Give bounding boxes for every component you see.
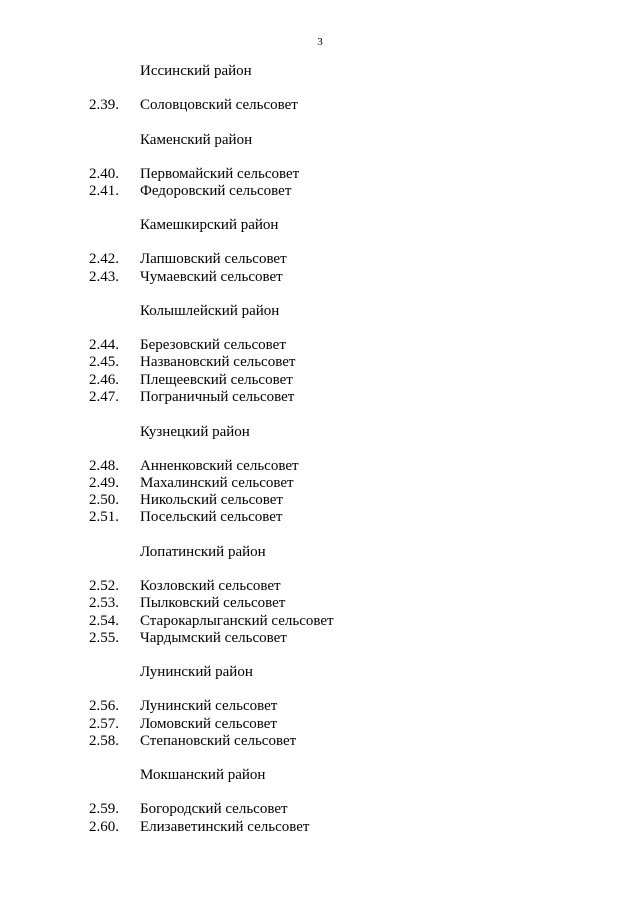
list-item xyxy=(0,96,640,114)
list-item xyxy=(0,491,640,509)
item-number: 2.55. xyxy=(89,629,119,646)
item-name: Ломовский сельсовет xyxy=(140,715,277,732)
item-name: Первомайский сельсовет xyxy=(140,165,300,182)
list-item xyxy=(0,629,640,647)
list-item xyxy=(0,612,640,630)
district-heading: Иссинский район xyxy=(140,63,252,79)
district-heading: Кузнецкий район xyxy=(140,423,250,440)
page-number: 3 xyxy=(317,36,323,48)
list-item xyxy=(0,474,640,492)
item-name: Соловцовский сельсовет xyxy=(140,97,298,113)
item-number: 2.48. xyxy=(89,457,119,474)
list-item xyxy=(0,165,640,183)
item-name: Федоровский сельсовет xyxy=(140,182,292,199)
item-number: 2.60. xyxy=(89,818,119,835)
district-heading: Камешкирский район xyxy=(140,217,279,234)
district-heading: Мокшанский район xyxy=(140,767,266,784)
item-name: Степановский сельсовет xyxy=(140,732,297,749)
item-name: Анненковский сельсовет xyxy=(140,457,299,474)
list-item xyxy=(0,336,640,354)
list-item xyxy=(0,577,640,595)
list-item xyxy=(0,818,640,836)
district-heading: Лунинский район xyxy=(140,664,253,681)
item-number: 2.40. xyxy=(89,165,119,182)
item-number: 2.42. xyxy=(89,251,119,268)
list-item xyxy=(0,457,640,475)
item-name: Пылковский сельсовет xyxy=(140,595,286,612)
item-number: 2.39. xyxy=(89,97,119,113)
list-item xyxy=(0,715,640,733)
item-name: Никольский сельсовет xyxy=(140,492,283,509)
item-name: Березовский сельсовет xyxy=(140,337,286,354)
list-item xyxy=(0,353,640,371)
district-heading: Лопатинский район xyxy=(140,543,266,560)
item-name: Пограничный сельсовет xyxy=(140,389,295,405)
item-number: 2.56. xyxy=(89,698,119,715)
item-number: 2.41. xyxy=(89,182,119,199)
item-number: 2.58. xyxy=(89,732,119,749)
item-name: Лапшовский сельсовет xyxy=(140,251,287,268)
list-item xyxy=(0,732,640,750)
item-number: 2.45. xyxy=(89,354,119,371)
list-item xyxy=(0,268,640,286)
item-number: 2.50. xyxy=(89,492,119,509)
list-item xyxy=(0,697,640,715)
item-name: Лунинский сельсовет xyxy=(140,698,278,715)
item-number: 2.59. xyxy=(89,801,119,818)
item-name: Богородский сельсовет xyxy=(140,801,288,818)
list-item xyxy=(0,182,640,200)
item-number: 2.54. xyxy=(89,612,119,629)
item-number: 2.43. xyxy=(89,268,119,285)
district-heading: Колышлейский район xyxy=(140,303,280,320)
item-number: 2.53. xyxy=(89,595,119,612)
item-number: 2.47. xyxy=(89,389,119,405)
item-number: 2.49. xyxy=(89,474,119,491)
district-heading: Каменский район xyxy=(140,131,253,148)
list-item xyxy=(0,250,640,268)
list-item xyxy=(0,371,640,389)
item-name: Плещеевский сельсовет xyxy=(140,371,293,388)
item-name: Чумаевский сельсовет xyxy=(140,268,283,285)
item-number: 2.52. xyxy=(89,577,119,594)
item-name: Чардымский сельсовет xyxy=(140,629,287,646)
item-number: 2.44. xyxy=(89,337,119,354)
list-item xyxy=(0,388,640,406)
item-number: 2.46. xyxy=(89,371,119,388)
item-name: Посельский сельсовет xyxy=(140,509,283,526)
list-item xyxy=(0,508,640,526)
item-name: Елизаветинский сельсовет xyxy=(140,818,310,835)
item-name: Названовский сельсовет xyxy=(140,354,296,371)
item-number: 2.51. xyxy=(89,509,119,526)
list-item xyxy=(0,800,640,818)
item-number: 2.57. xyxy=(89,715,119,732)
item-name: Старокарлыганский сельсовет xyxy=(140,612,334,629)
list-item xyxy=(0,594,640,612)
item-name: Махалинский сельсовет xyxy=(140,474,294,491)
item-name: Козловский сельсовет xyxy=(140,577,281,594)
